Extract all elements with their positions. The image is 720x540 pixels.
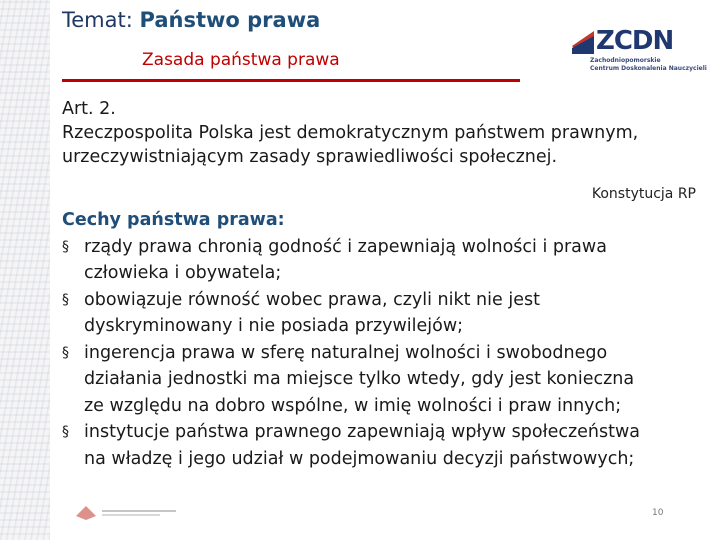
page-number: 10 [652, 508, 664, 518]
article-text-line2: urzeczywistniającym zasady sprawiedliwości społecznej. [62, 147, 558, 167]
title-underline [62, 79, 520, 82]
features-block [62, 207, 710, 472]
logo-brand: ZCDN [596, 26, 674, 56]
list-item: § ingerencja prawa w sferę naturalnej wolności i swobodnego działania jednostki ma miejsce tylko wtedy, gdy jest konieczna ze względu na dobro wspólne, w imię wolności i praw innych; [62, 340, 710, 420]
zcdn-logo [570, 26, 707, 76]
article-block [62, 97, 702, 169]
square-bullet-icon: § [62, 344, 69, 361]
square-bullet-icon: § [62, 238, 69, 255]
page-title [62, 8, 320, 32]
features-list [62, 234, 710, 473]
article-label: Art. 2. [62, 99, 116, 119]
article-source: Konstytucja RP [591, 186, 696, 202]
title-topic: Państwo prawa [139, 8, 321, 32]
title-prefix: Temat: [62, 8, 133, 32]
square-bullet-icon: § [62, 424, 69, 440]
list-item: § rządy prawa chronią godność i zapewniają wolności i prawa człowieka i obywatela; [62, 234, 710, 287]
list-item: § instytucje państwa prawnego zapewniają wpływ społeczeństwa na władzę i jego udział w podejmowaniu decyzji państwowych; [62, 419, 710, 472]
decorative-text-strip [0, 0, 50, 540]
article-text-line1: Rzeczpospolita Polska jest demokratycznym państwem prawnym, [62, 123, 639, 143]
list-item: § obowiązuje równość wobec prawa, czyli nikt nie jest dyskryminowany i nie posiada przywilejów; [62, 287, 710, 340]
features-heading: Cechy państwa prawa: [62, 210, 285, 230]
square-bullet-icon: § [62, 291, 69, 308]
logo-line1: Zachodniopomorskie [590, 57, 661, 64]
logo-line2: Centrum Doskonalenia Nauczycieli [590, 65, 707, 72]
footer-emblem-icon [72, 502, 182, 522]
page-subtitle: Zasada państwa prawa [142, 50, 340, 70]
